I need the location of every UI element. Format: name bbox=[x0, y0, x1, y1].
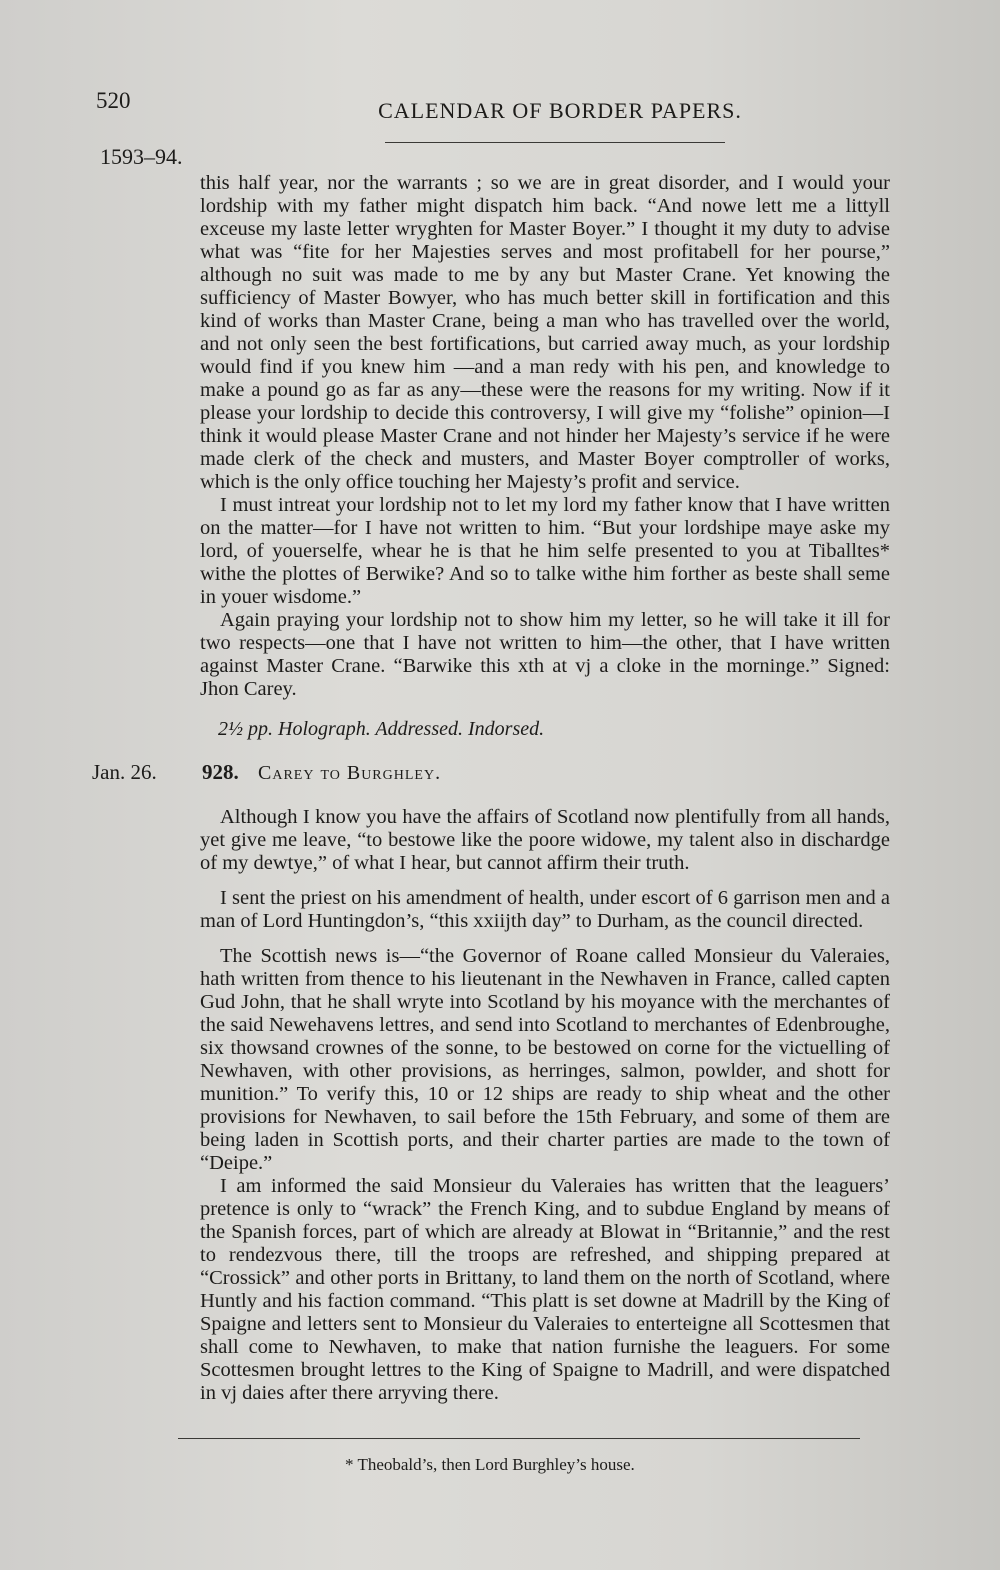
paragraph: Again praying your lordship not to show him my letter, so he will take it ill for two respects—one that I have not written to him—the other, that I have written against Master Crane. “Barwike this xth at vj a cloke in the morninge.” Signed: Jhon Carey. bbox=[200, 609, 890, 700]
document-description: 2½ pp. Holograph. Addressed. Indorsed. bbox=[218, 718, 545, 740]
paragraph: I am informed the said Monsieur du Valeraies has written that the leaguers’ pretence is only to “wrack” the French King, and to subdue England by means of the Spanish forces, part of which are already at Blowat in “Britannie,” and the rest to rendezvous there, till the troops are refreshed, and shipping prepared at “Crossick” and other ports in Brittany, to land them on the north of Scotland, where Huntly and his faction command. “This platt is set downe at Madrill by the King of Spaigne and letters sent to Monsieur du Valeraies to enterteigne all Scottesmen that shall come to Newhaven, to make that nation furnishe the leaguers. For some Scottesmen brought lettres to the King of Spaigne to Madrill, and were dispatched in vj daies after there arryving there. bbox=[200, 1175, 890, 1404]
paragraph: Although I know you have the affairs of Scotland now plentifully from all hands, yet give me leave, “to bestowe like the poore widowe, my talent also in dischardge of my dewtye,” of what I hear, but cannot affirm their truth. bbox=[200, 806, 890, 874]
paragraph: I must intreat your lordship not to let my lord my father know that I have written on the matter—for I have not written to him. “But your lordshipe maye aske my lord, of youerselfe, whear he is that he him selfe presented to you at Tiballtes* withe the plottes of Berwike? And so to talke withe him forther as beste shall seme in youer wisdome.” bbox=[200, 494, 890, 608]
letter-continuation bbox=[200, 172, 890, 701]
paragraph: I sent the priest on his amendment of health, under escort of 6 garrison men and a man of Lord Huntingdon’s, “this xxiijth day” to Durham, as the council directed. bbox=[200, 887, 890, 932]
footnote: * Theobald’s, then Lord Burghley’s house. bbox=[345, 1455, 635, 1474]
entry-number: 928. bbox=[202, 760, 239, 784]
paragraph: this half year, nor the warrants ; so we are in great disorder, and I would your lordship with my father might dispatch him back. “And nowe lett me a littyll exceuse my laste letter wryghten for Master Boyer.” I thought it my duty to advise what was “fite for her Majesties serves and most profitabell for her pourse,” although no suit was made to me by any but Master Crane. Yet knowing the sufficiency of Master Bowyer, who has much better skill in fortification and this kind of works than Master Crane, being a man who has travelled over the world, and not only seen the best fortifications, but carried away much, as your lordship would find if you knew him —and a man redy with his pen, and knowledge to make a pound go as far as any—these were the reasons for my writing. Now if it please your lordship to decide this controversy, I will give my “folishe” opinion—I think it would please Master Crane and not hinder her Majesty’s service if he were made clerk of the check and musters, and Master Boyer comptroller of works, which is the only office touching her Majesty’s profit and service. bbox=[200, 172, 890, 493]
page-number: 520 bbox=[96, 88, 131, 113]
entry-title: Carey to Burghley. bbox=[258, 762, 442, 784]
paragraph: The Scottish news is—“the Governor of Roane called Monsieur du Valeraies, hath written from thence to his lieutenant in the Newhaven in France, called capten Gud John, that he shall wryte into Scotland by his moyance with the merchantes of the said Newehavens lettres, and send into Scotland to merchantes of Edenbroughe, six thowsand crownes of the sonne, to be bestowed on corne for the victuelling of Newhaven, with other provisions, as herringes, salmon, powlder, and shott for munition.” To verify this, 10 or 12 ships are ready to ship wheat and the other provisions for Newhaven, to sail before the 15th February, and some of them are being laden in Scottish ports, and their charter parties are made to the town of “Deipe.” bbox=[200, 945, 890, 1174]
year-margin-note: 1593–94. bbox=[100, 144, 183, 169]
footnote-rule bbox=[178, 1438, 860, 1439]
entry-date: Jan. 26. bbox=[92, 760, 157, 784]
running-head: CALENDAR OF BORDER PAPERS. bbox=[378, 98, 742, 123]
header-rule bbox=[385, 142, 725, 143]
entry-body bbox=[200, 806, 890, 1405]
